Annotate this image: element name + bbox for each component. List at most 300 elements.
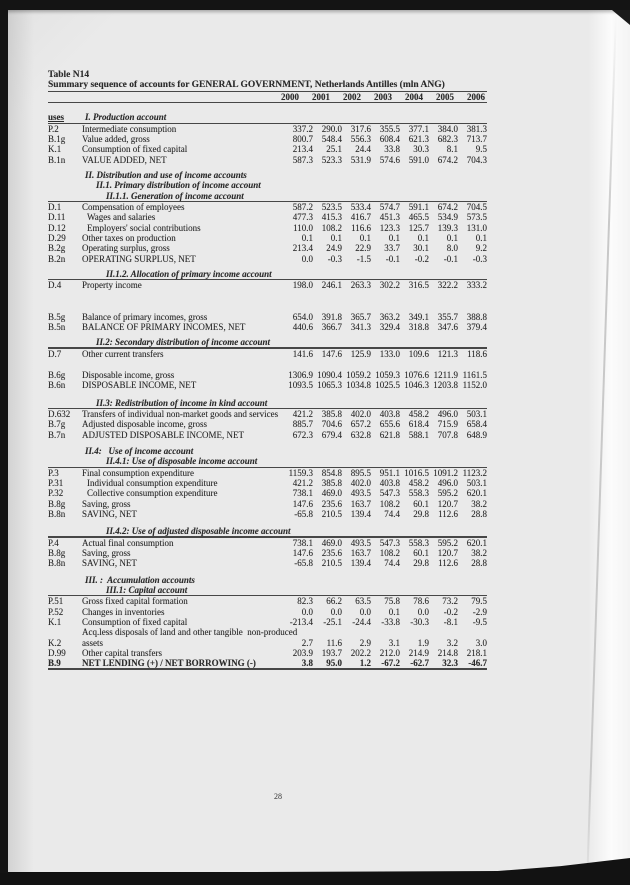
value-cell: 648.9 — [466, 429, 487, 440]
value-cell: 82.3 — [297, 596, 313, 607]
value-cell: 800.7 — [292, 134, 313, 145]
account-code: B.8n — [48, 558, 66, 569]
table-row — [48, 202, 487, 212]
value-cell: 704.6 — [321, 419, 342, 430]
row-gap — [48, 359, 487, 370]
value-cell: 125.7 — [408, 222, 429, 233]
value-cell: 133.0 — [379, 348, 400, 359]
table-label: Table N14 — [48, 70, 90, 80]
value-cell: 30.1 — [413, 243, 429, 254]
value-cell: 139.3 — [437, 222, 458, 233]
account-label: Gross fixed capital formation — [82, 596, 188, 607]
value-cell: 1306.9 — [288, 369, 313, 380]
value-cell: 1152.0 — [462, 380, 487, 391]
column-header-row — [48, 112, 487, 122]
value-cell: -24.4 — [352, 616, 371, 627]
account-code: D.1 — [48, 202, 62, 213]
value-cell: 574.7 — [379, 202, 400, 213]
value-cell: 679.4 — [321, 429, 342, 440]
year-header-cell: 2002 — [343, 91, 361, 102]
account-code: B.6g — [48, 369, 66, 380]
table-row — [48, 419, 487, 429]
value-cell: 112.6 — [438, 508, 458, 519]
section-heading: II.2: Secondary distribution of income account — [96, 337, 271, 348]
section-heading: II. Distribution and use of income accounts — [85, 169, 247, 180]
value-cell: 674.2 — [437, 202, 458, 213]
value-cell: 363.2 — [379, 311, 400, 322]
value-cell: -33.8 — [381, 616, 400, 627]
value-cell: 329.4 — [379, 321, 400, 332]
account-label: VALUE ADDED, NET — [82, 154, 167, 165]
table-row — [48, 558, 487, 568]
value-cell: 60.1 — [413, 547, 429, 558]
value-cell: 655.6 — [379, 419, 400, 430]
value-cell: 465.5 — [408, 212, 429, 223]
table-row — [48, 648, 487, 658]
account-label: NET LENDING (+) / NET BORROWING (-) — [82, 658, 256, 669]
value-cell: 547.3 — [379, 488, 400, 499]
value-cell: -1.5 — [356, 253, 371, 264]
account-code: D.29 — [48, 232, 66, 243]
value-cell: 38.2 — [471, 498, 487, 509]
value-cell: 112.6 — [438, 558, 458, 569]
value-cell: 120.7 — [437, 547, 458, 558]
value-cell: 573.5 — [466, 212, 487, 223]
table-row — [48, 548, 487, 558]
value-cell: 214.9 — [408, 647, 429, 658]
value-cell: 118.6 — [467, 348, 487, 359]
section-heading: II.4.1: Use of disposable income account — [106, 456, 258, 467]
value-cell: 33.7 — [384, 243, 400, 254]
value-cell: 1159.3 — [288, 467, 313, 478]
value-cell: -0.2 — [443, 606, 458, 617]
value-cell: 3.8 — [301, 658, 313, 669]
value-cell: 9.2 — [475, 243, 487, 254]
account-label: Operating surplus, gross — [82, 243, 170, 254]
value-cell: -0.1 — [385, 253, 400, 264]
value-cell: 32.3 — [442, 658, 458, 669]
value-cell: 212.0 — [379, 647, 400, 658]
value-cell: 366.7 — [321, 321, 342, 332]
value-cell: 218.1 — [466, 647, 487, 658]
value-cell: 1076.6 — [404, 369, 429, 380]
account-code: B.8g — [48, 498, 66, 509]
value-cell: -62.7 — [410, 658, 429, 669]
value-cell: 1.9 — [417, 637, 429, 648]
value-cell: 29.8 — [413, 508, 429, 519]
section-heading: III. : Accumulation accounts — [85, 574, 195, 585]
value-cell: 3.0 — [475, 637, 487, 648]
value-cell: 658.4 — [466, 419, 487, 430]
value-cell: 316.5 — [408, 280, 429, 291]
account-label: Final consumption expenditure — [82, 467, 194, 478]
spacer — [48, 103, 487, 112]
value-cell: 707.8 — [437, 429, 458, 440]
account-label: Actual final consumption — [82, 537, 174, 548]
value-cell: 558.3 — [408, 537, 429, 548]
value-cell: 24.9 — [326, 243, 342, 254]
table-row — [48, 478, 487, 488]
value-cell: 620.1 — [466, 537, 487, 548]
account-code: B.1g — [48, 134, 66, 145]
value-cell: 0.1 — [446, 232, 458, 243]
value-cell: 322.2 — [437, 280, 458, 291]
value-cell: 715.9 — [437, 419, 458, 430]
value-cell: 402.0 — [350, 409, 371, 420]
value-cell: 302.2 — [379, 280, 400, 291]
scan-border-left — [0, 0, 8, 885]
value-cell: 355.5 — [379, 123, 400, 134]
value-cell: 263.3 — [350, 280, 371, 291]
value-cell: 73.2 — [442, 596, 458, 607]
value-cell: 63.5 — [355, 596, 371, 607]
table-row — [48, 254, 487, 264]
account-code: B.8n — [48, 508, 66, 519]
value-cell: -0.2 — [414, 253, 429, 264]
value-cell: 139.4 — [350, 558, 371, 569]
value-cell: 591.1 — [408, 202, 429, 213]
value-cell: 0.1 — [301, 232, 313, 243]
account-label: Saving, gross — [82, 547, 131, 558]
account-code: B.6n — [48, 380, 66, 391]
value-cell: 574.6 — [379, 154, 400, 165]
value-cell: 125.9 — [350, 348, 371, 359]
value-cell: 493.5 — [350, 537, 371, 548]
value-cell: 60.1 — [413, 498, 429, 509]
account-label: Property income — [82, 280, 142, 291]
value-cell: -0.3 — [472, 253, 487, 264]
value-cell: 163.7 — [350, 498, 371, 509]
account-code: B.1n — [48, 154, 66, 165]
value-cell: 885.7 — [292, 419, 313, 430]
account-code: B.8g — [48, 547, 66, 558]
account-label: Other capital transfers — [82, 647, 162, 658]
value-cell: 1046.3 — [404, 380, 429, 391]
value-cell: 147.6 — [321, 348, 342, 359]
value-cell: 415.3 — [321, 212, 342, 223]
value-cell: 0.0 — [330, 606, 342, 617]
value-cell: 385.8 — [321, 409, 342, 420]
value-cell: 38.2 — [471, 547, 487, 558]
account-label: DISPOSABLE INCOME, NET — [82, 380, 197, 391]
table-row — [48, 280, 487, 290]
value-cell: 416.7 — [350, 212, 371, 223]
value-cell: 365.7 — [350, 311, 371, 322]
value-cell: 0.1 — [417, 232, 429, 243]
value-cell: 591.0 — [408, 154, 429, 165]
value-cell: 503.1 — [466, 409, 487, 420]
table-row — [48, 509, 487, 519]
section-heading: II.1. Primary distribution of income account — [96, 180, 261, 191]
value-cell: 1.2 — [359, 658, 371, 669]
scan-border-top — [0, 0, 630, 10]
account-label: SAVING, NET — [82, 558, 137, 569]
value-cell: -213.4 — [289, 616, 313, 627]
value-cell: 496.0 — [437, 478, 458, 488]
account-label: Value added, gross — [82, 134, 150, 145]
uses-label-text: uses — [48, 112, 65, 123]
value-cell: 198.0 — [292, 280, 313, 291]
value-cell: -65.8 — [294, 558, 313, 569]
account-code: P.32 — [48, 488, 64, 499]
value-cell: 337.2 — [292, 123, 313, 134]
account-code: B.2n — [48, 253, 66, 264]
uses-label — [48, 112, 82, 122]
account-code: K.2 — [48, 637, 62, 648]
value-cell: 682.3 — [437, 134, 458, 145]
value-cell: 1059.2 — [346, 369, 371, 380]
account-label: Transfers of individual non-market goods and services — [82, 409, 279, 420]
value-cell: 1090.4 — [317, 369, 342, 380]
value-cell: 503.1 — [466, 478, 487, 488]
value-cell: 531.9 — [350, 154, 371, 165]
value-cell: 25.1 — [326, 144, 342, 155]
value-cell: 8.1 — [446, 144, 458, 155]
value-cell: -0.3 — [327, 253, 342, 264]
value-cell: 0.0 — [359, 606, 371, 617]
account-label: Collective consumption expenditure — [87, 488, 218, 499]
year-header-cell: 2003 — [374, 91, 392, 102]
value-cell: 588.1 — [408, 429, 429, 440]
value-cell: 2.9 — [359, 637, 371, 648]
value-cell: 672.3 — [292, 429, 313, 440]
table-row — [48, 322, 487, 332]
value-cell: 355.7 — [437, 311, 458, 322]
value-cell: 28.8 — [471, 508, 487, 519]
account-code: P.51 — [48, 596, 64, 607]
value-cell: 1034.8 — [346, 380, 371, 391]
table-row — [48, 243, 487, 253]
value-cell: 533.4 — [350, 202, 371, 213]
value-cell: 3.1 — [388, 637, 400, 648]
section-heading: II.4: Use of income account — [85, 445, 194, 456]
value-cell: 618.4 — [408, 419, 429, 430]
value-cell: 558.3 — [408, 488, 429, 499]
table-row — [48, 499, 487, 509]
account-code: B.2g — [48, 243, 66, 254]
year-header-cell: 2000 — [281, 91, 299, 102]
value-cell: 147.6 — [292, 498, 313, 509]
value-cell: 621.3 — [408, 134, 429, 145]
value-cell: 854.8 — [321, 467, 342, 478]
value-cell: 1203.8 — [433, 380, 458, 391]
year-header-cell: 2006 — [467, 91, 485, 102]
table-row — [48, 349, 487, 359]
account-code: P.2 — [48, 123, 59, 134]
value-cell: -67.2 — [381, 658, 400, 669]
value-cell: 349.1 — [408, 311, 429, 322]
row-gap — [48, 519, 487, 526]
value-cell: 210.5 — [321, 558, 342, 569]
value-cell: 120.7 — [437, 498, 458, 509]
page-number: 28 — [274, 792, 282, 801]
value-cell: 403.8 — [379, 478, 400, 488]
value-cell: 458.2 — [408, 409, 429, 420]
table-row — [48, 380, 487, 390]
value-cell: 402.0 — [350, 478, 371, 488]
section-heading: II.4.2: Use of adjusted disposable income account — [106, 526, 291, 537]
value-cell: 0.1 — [359, 232, 371, 243]
value-cell: 202.2 — [350, 647, 371, 658]
account-label: Balance of primary incomes, gross — [82, 311, 208, 322]
value-cell: 79.5 — [471, 596, 487, 607]
value-cell: 451.3 — [379, 212, 400, 223]
value-cell: 9.5 — [475, 144, 487, 155]
value-cell: 595.2 — [437, 537, 458, 548]
value-cell: 469.0 — [321, 488, 342, 499]
table-row — [48, 155, 487, 165]
value-cell: -0.1 — [443, 253, 458, 264]
value-cell: 318.8 — [408, 321, 429, 332]
value-cell: 595.2 — [437, 488, 458, 499]
value-cell: 384.0 — [437, 123, 458, 134]
table-row — [48, 409, 487, 419]
value-cell: 1211.9 — [433, 369, 458, 380]
value-cell: 391.8 — [321, 311, 342, 322]
value-cell: 385.8 — [321, 478, 342, 488]
value-cell: 421.2 — [292, 478, 313, 488]
value-cell: 738.1 — [292, 488, 313, 499]
table-row — [48, 617, 487, 627]
value-cell: 74.4 — [384, 558, 400, 569]
value-cell: 388.8 — [466, 311, 487, 322]
value-cell: 116.6 — [351, 222, 371, 233]
value-cell: 1059.3 — [375, 369, 400, 380]
value-cell: 203.9 — [292, 647, 313, 658]
table-row — [48, 223, 487, 233]
account-code: B.5n — [48, 321, 66, 332]
value-cell: 193.7 — [321, 647, 342, 658]
value-cell: 110.0 — [293, 222, 313, 233]
value-cell: 22.9 — [355, 243, 371, 254]
value-cell: 496.0 — [437, 409, 458, 420]
table-row — [48, 134, 487, 144]
page-edge-highlight — [588, 10, 630, 872]
value-cell: 290.0 — [321, 123, 342, 134]
value-cell: 1093.5 — [288, 380, 313, 391]
section-heading: II.3: Redistribution of income in kind account — [96, 397, 268, 408]
value-cell: 477.3 — [292, 212, 313, 223]
account-label: Employers' social contributions — [87, 222, 201, 233]
account-code: B.9 — [48, 658, 61, 669]
value-cell: 547.3 — [379, 537, 400, 548]
value-cell: 317.6 — [350, 123, 371, 134]
document-page — [8, 10, 630, 872]
value-cell: 1123.2 — [462, 467, 487, 478]
value-cell: 28.8 — [471, 558, 487, 569]
value-cell: 11.6 — [326, 637, 342, 648]
table-row — [48, 658, 487, 668]
table-row — [48, 430, 487, 440]
value-cell: 141.6 — [292, 348, 313, 359]
value-cell: 556.3 — [350, 134, 371, 145]
account-label: BALANCE OF PRIMARY INCOMES, NET — [82, 321, 246, 332]
table-row — [48, 312, 487, 322]
value-cell: 379.4 — [466, 321, 487, 332]
document-title: Summary sequence of accounts for GENERAL GOVERNMENT, Netherlands Antilles (mln ANG) — [48, 80, 445, 91]
account-code: K.1 — [48, 616, 62, 627]
row-gap — [48, 391, 487, 398]
account-code: D.99 — [48, 647, 66, 658]
account-code: D.12 — [48, 222, 66, 233]
account-code: D.7 — [48, 348, 62, 359]
table-row — [48, 488, 487, 498]
value-cell: 458.2 — [408, 478, 429, 488]
account-label: Individual consumption expenditure — [87, 478, 218, 488]
value-cell: 163.7 — [350, 547, 371, 558]
value-cell: -25.1 — [323, 616, 342, 627]
table-content — [48, 70, 487, 670]
value-cell: 108.2 — [379, 498, 400, 509]
value-cell: 0.0 — [417, 606, 429, 617]
value-cell: 139.4 — [350, 508, 371, 519]
value-cell: -46.7 — [468, 658, 487, 669]
value-cell: 333.2 — [466, 280, 487, 291]
value-cell: 75.8 — [384, 596, 400, 607]
year-header-cell: 2005 — [436, 91, 454, 102]
value-cell: 632.8 — [350, 429, 371, 440]
value-cell: 246.1 — [321, 280, 342, 291]
value-cell: 123.3 — [379, 222, 400, 233]
account-code: P.52 — [48, 606, 64, 617]
value-cell: 523.5 — [321, 202, 342, 213]
account-label: Adjusted disposable income, gross — [82, 419, 207, 430]
value-cell: 95.0 — [326, 658, 342, 669]
value-cell: 78.6 — [413, 596, 429, 607]
account-label: Acq.less disposals of land and other tangible non-produced — [82, 627, 298, 638]
value-cell: 0.0 — [301, 606, 313, 617]
value-cell: 587.3 — [292, 154, 313, 165]
value-cell: 1161.5 — [462, 369, 487, 380]
account-label: OPERATING SURPLUS, NET — [82, 253, 196, 264]
value-cell: -2.9 — [472, 606, 487, 617]
table-row — [48, 370, 487, 380]
value-cell: 147.6 — [292, 547, 313, 558]
value-cell: 621.8 — [379, 429, 400, 440]
account-code: K.1 — [48, 144, 62, 155]
value-cell: 523.3 — [321, 154, 342, 165]
value-cell: 403.8 — [379, 409, 400, 420]
account-code: D.632 — [48, 409, 71, 420]
value-cell: 0.1 — [388, 232, 400, 243]
value-cell: 210.5 — [321, 508, 342, 519]
value-cell: 1065.3 — [317, 380, 342, 391]
value-cell: 377.1 — [408, 123, 429, 134]
value-cell: 0.1 — [475, 232, 487, 243]
account-label: Other taxes on production — [82, 232, 176, 243]
value-cell: 548.4 — [321, 134, 342, 145]
account-code: D.11 — [48, 212, 66, 223]
value-cell: 214.8 — [437, 647, 458, 658]
year-header-row — [48, 92, 487, 102]
value-cell: 121.3 — [437, 348, 458, 359]
account-label: Consumption of fixed capital — [82, 616, 188, 627]
table-row — [48, 124, 487, 134]
value-cell: 421.2 — [292, 409, 313, 420]
value-cell: 1016.5 — [404, 467, 429, 478]
value-cell: 33.8 — [384, 144, 400, 155]
value-cell: 0.0 — [301, 253, 313, 264]
account-code: P.31 — [48, 478, 64, 488]
account-code: B.5g — [48, 311, 66, 322]
account-label: Intermediate consumption — [82, 123, 177, 134]
value-cell: 620.1 — [466, 488, 487, 499]
value-cell: 213.4 — [292, 243, 313, 254]
account-code: P.3 — [48, 467, 59, 478]
account-label: Compensation of employees — [82, 202, 185, 213]
account-label: SAVING, NET — [82, 508, 137, 519]
account-label: ADJUSTED DISPOSABLE INCOME, NET — [82, 429, 245, 440]
